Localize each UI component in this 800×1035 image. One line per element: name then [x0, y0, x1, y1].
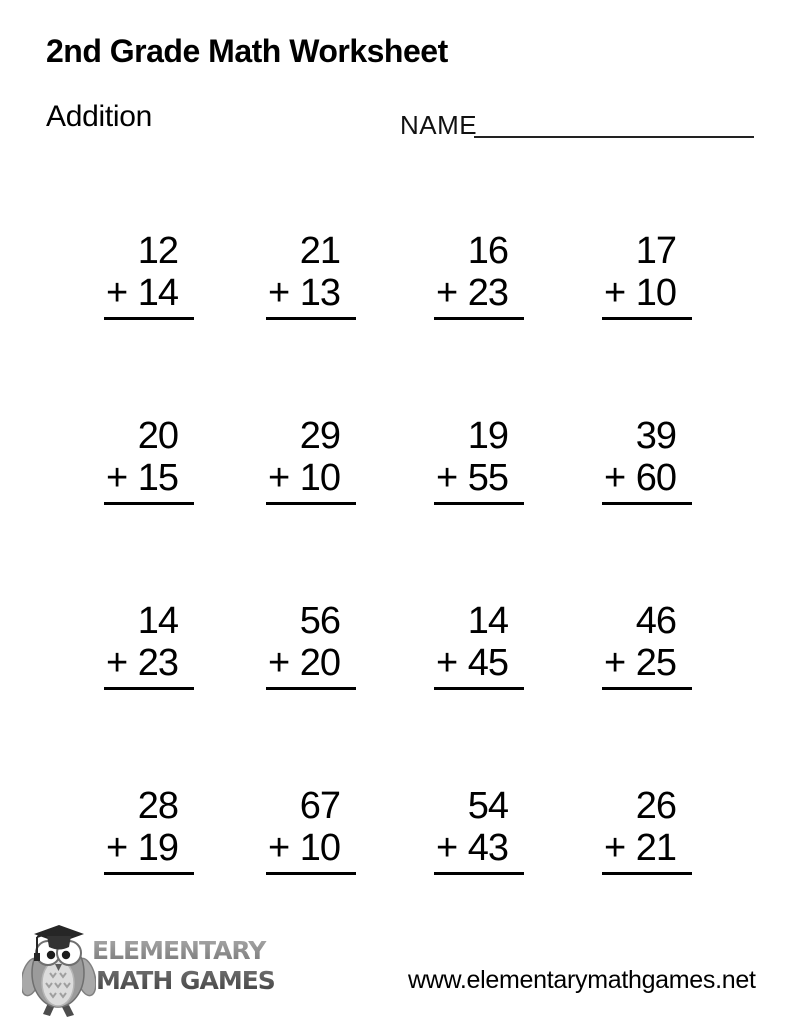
addend-top: 56: [299, 600, 340, 642]
addition-problem: [266, 230, 356, 320]
addition-problem: [104, 415, 194, 505]
addend-top: 19: [467, 415, 508, 457]
name-label: NAME: [400, 110, 478, 140]
plus-sign: +: [436, 827, 458, 869]
addend-top: 29: [299, 415, 340, 457]
addend-top: 14: [467, 600, 508, 642]
addend-bottom: 25: [635, 642, 676, 684]
addition-problem: [434, 415, 524, 505]
addend-top: 12: [137, 230, 178, 272]
addend-top: 67: [299, 785, 340, 827]
addition-problem: [434, 600, 524, 690]
logo-line2: MATH GAMES: [96, 966, 275, 995]
addition-problem: [602, 785, 692, 875]
addend-top: 16: [467, 230, 508, 272]
addend-bottom: 21: [635, 827, 676, 869]
plus-sign: +: [268, 457, 290, 499]
addend-bottom: 10: [635, 272, 676, 314]
addition-problem: [266, 600, 356, 690]
plus-sign: +: [268, 827, 290, 869]
addend-bottom: 13: [299, 272, 340, 314]
plus-sign: +: [604, 272, 626, 314]
owl-graduate-logo-icon: [22, 923, 96, 1019]
addend-top: 54: [467, 785, 508, 827]
addition-problem: [266, 785, 356, 875]
page-title: 2nd Grade Math Worksheet: [46, 33, 448, 69]
addend-top: 21: [299, 230, 340, 272]
addition-problem: [602, 415, 692, 505]
addend-bottom: 43: [467, 827, 508, 869]
plus-sign: +: [604, 457, 626, 499]
plus-sign: +: [268, 642, 290, 684]
plus-sign: +: [604, 827, 626, 869]
name-blank-line: [474, 136, 754, 138]
addition-problem: [602, 230, 692, 320]
plus-sign: +: [106, 827, 128, 869]
addend-top: 14: [137, 600, 178, 642]
addend-bottom: 45: [467, 642, 508, 684]
addition-problem: [104, 600, 194, 690]
logo-line1: ELEMENTARY: [92, 936, 266, 965]
addend-bottom: 55: [467, 457, 508, 499]
plus-sign: +: [604, 642, 626, 684]
addend-bottom: 60: [635, 457, 676, 499]
addend-top: 28: [137, 785, 178, 827]
addend-bottom: 23: [467, 272, 508, 314]
plus-sign: +: [268, 272, 290, 314]
addend-top: 39: [635, 415, 676, 457]
addend-top: 17: [635, 230, 676, 272]
addend-bottom: 14: [137, 272, 178, 314]
addend-bottom: 19: [137, 827, 178, 869]
addition-problem: [266, 415, 356, 505]
plus-sign: +: [436, 457, 458, 499]
addition-problem: [434, 230, 524, 320]
addend-bottom: 10: [299, 457, 340, 499]
plus-sign: +: [106, 272, 128, 314]
addend-top: 20: [137, 415, 178, 457]
worksheet-topic: Addition: [46, 100, 153, 133]
addend-bottom: 20: [299, 642, 340, 684]
addend-bottom: 10: [299, 827, 340, 869]
plus-sign: +: [436, 642, 458, 684]
addend-bottom: 23: [137, 642, 178, 684]
addition-problem: [602, 600, 692, 690]
plus-sign: +: [106, 642, 128, 684]
addition-problem: [104, 785, 194, 875]
addend-bottom: 15: [137, 457, 178, 499]
addend-top: 26: [635, 785, 676, 827]
logo-wordmark: [92, 936, 275, 996]
website-url: www.elementarymathgames.net: [408, 966, 756, 994]
addend-top: 46: [635, 600, 676, 642]
plus-sign: +: [106, 457, 128, 499]
plus-sign: +: [436, 272, 458, 314]
addition-problem: [104, 230, 194, 320]
addition-problem: [434, 785, 524, 875]
